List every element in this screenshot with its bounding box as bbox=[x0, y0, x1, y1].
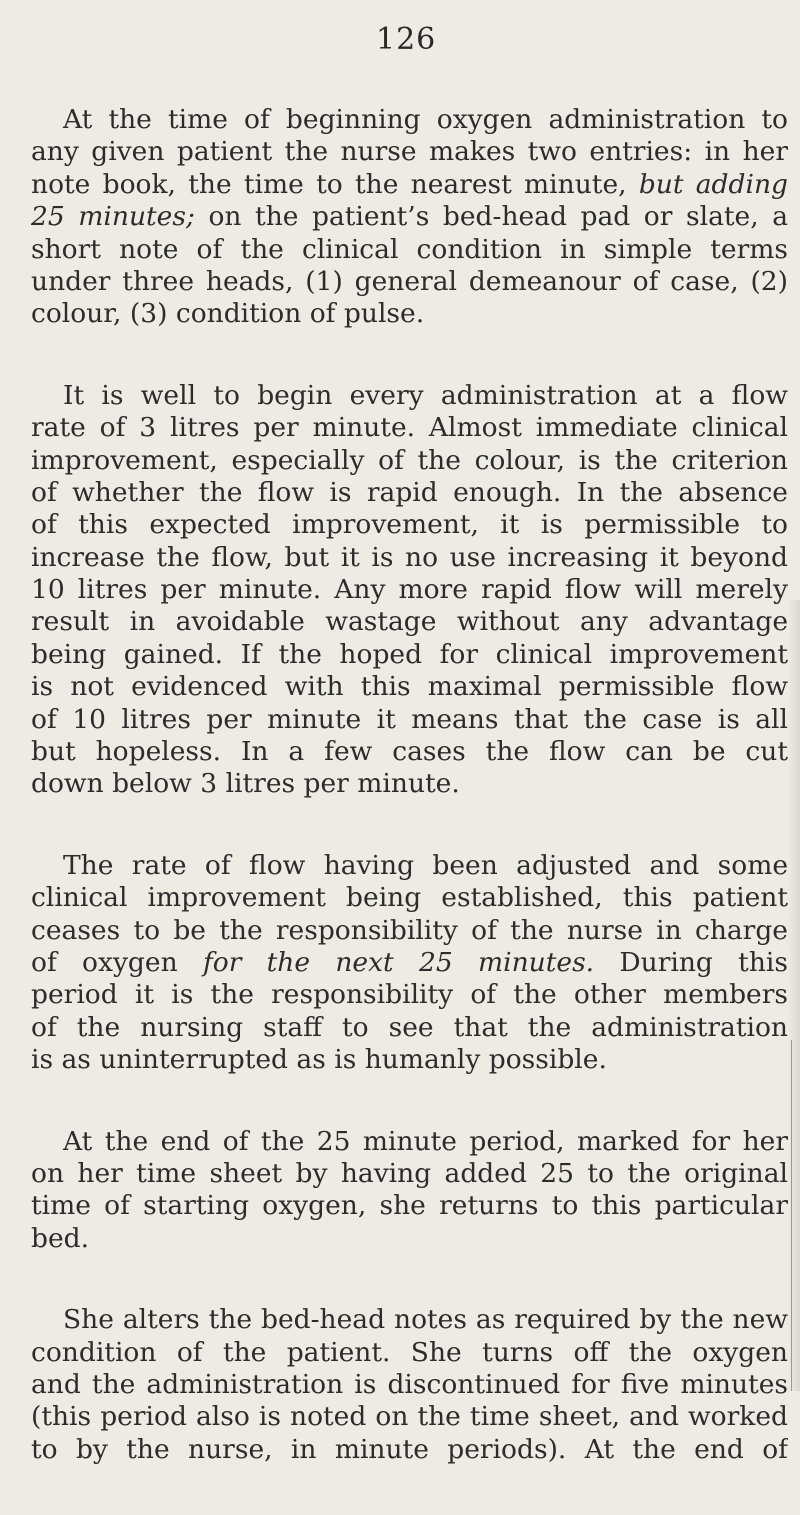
text-line bbox=[31, 947, 788, 979]
text-line: rate of 3 litres per minute. Almost immediate clinical bbox=[31, 412, 788, 444]
text-line: She alters the bed-head notes as required by the new bbox=[63, 1304, 788, 1336]
text-line: time of starting oxygen, she returns to this particular bbox=[31, 1190, 788, 1222]
text-line: on her time sheet by having added 25 to the original bbox=[31, 1157, 788, 1189]
text-line: result in avoidable wastage without any advantage bbox=[31, 606, 788, 638]
text-line: to by the nurse, in minute periods). At the end of bbox=[31, 1433, 788, 1465]
text-line: down below 3 litres per minute. bbox=[31, 768, 460, 800]
text-line: any given patient the nurse makes two entries: in her bbox=[31, 136, 788, 168]
paragraph-responsibility bbox=[31, 850, 788, 1077]
text-line: improvement, especially of the colour, is the criterion bbox=[31, 444, 788, 476]
paragraph-end-of-period bbox=[31, 1126, 788, 1256]
text-line: of the nursing staff to see that the administration bbox=[31, 1011, 788, 1043]
text-line: but hopeless. In a few cases the flow can be cut bbox=[31, 736, 788, 768]
text-line: period it is the responsibility of the other members bbox=[31, 979, 788, 1011]
text-line: colour, (3) condition of pulse. bbox=[31, 298, 425, 330]
body-text bbox=[31, 104, 788, 1515]
page-edge-shadow bbox=[788, 600, 800, 1391]
text-line: and the administration is discontinued for five minutes bbox=[31, 1368, 788, 1400]
text-line: At the end of the 25 minute period, marked for her bbox=[63, 1125, 788, 1157]
text-line: increase the flow, but it is no use increasing it beyond bbox=[31, 541, 788, 573]
paragraph-bed-head-notes bbox=[31, 1304, 788, 1466]
text-line: At the time of beginning oxygen administration to bbox=[63, 104, 788, 135]
page-number: 126 bbox=[376, 22, 437, 57]
text-line: (this period also is noted on the time sheet, and worked bbox=[31, 1401, 788, 1433]
text-segment: note book, the time to the nearest minute, bbox=[31, 168, 639, 200]
text-segment: of oxygen bbox=[31, 946, 203, 978]
paragraph-oxygen-entries bbox=[31, 104, 788, 331]
text-line: of whether the flow is rapid enough. In the absence bbox=[31, 476, 788, 508]
text-line: of 10 litres per minute it means that the case is all bbox=[31, 703, 788, 735]
text-line: condition of the patient. She turns off the oxygen bbox=[31, 1336, 788, 1368]
text-line: of this expected improvement, it is permissible to bbox=[31, 509, 788, 541]
text-line: ceases to be the responsibility of the nurse in charge bbox=[31, 914, 788, 946]
text-line: clinical improvement being established, this patient bbox=[31, 882, 788, 914]
text-line: 10 litres per minute. Any more rapid flow will merely bbox=[31, 574, 788, 606]
text-line: is as uninterrupted as is humanly possible. bbox=[31, 1044, 607, 1076]
text-line: being gained. If the hoped for clinical improvement bbox=[31, 638, 788, 670]
emphasis-text: for the next 25 minutes. bbox=[202, 946, 595, 978]
text-line: It is well to begin every administration at a flow bbox=[63, 379, 788, 411]
text-line: short note of the clinical condition in simple terms bbox=[31, 233, 788, 265]
paragraph-flow-rate bbox=[31, 380, 788, 801]
text-line: is not evidenced with this maximal permissible flow bbox=[31, 671, 788, 703]
text-line bbox=[31, 201, 788, 233]
emphasis-text: 25 minutes; bbox=[31, 201, 195, 233]
emphasis-text: but adding bbox=[638, 168, 788, 200]
text-segment: During this bbox=[594, 946, 788, 978]
text-line: bed. bbox=[31, 1222, 90, 1254]
page-edge-line bbox=[791, 1040, 792, 1391]
text-line: The rate of flow having been adjusted and some bbox=[63, 849, 788, 881]
text-line: under three heads, (1) general demeanour of case, (2) bbox=[31, 265, 788, 297]
text-segment: on the patient’s bed-head pad or slate, a bbox=[194, 201, 788, 233]
text-line bbox=[31, 169, 788, 201]
